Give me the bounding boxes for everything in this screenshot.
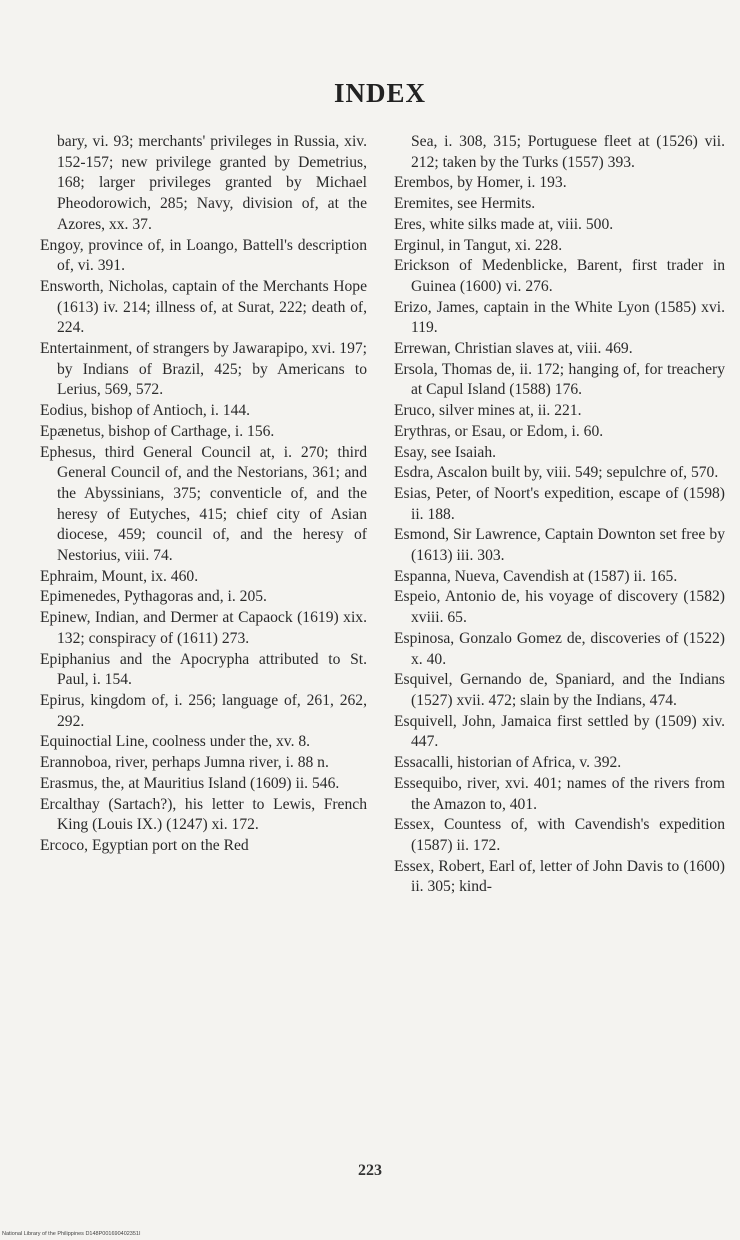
index-entry: Essacalli, historian of Africa, v. 392. bbox=[394, 754, 622, 772]
index-entry: Eremites, see Hermits. bbox=[394, 195, 536, 213]
index-entry: Epiphanius and the Apocrypha attributed to St. Paul, i. 154. bbox=[40, 650, 367, 689]
index-entry: Esay, see Isaiah. bbox=[394, 443, 497, 461]
index-entry: Epænetus, bishop of Carthage, i. 156. bbox=[40, 422, 275, 440]
page-title: INDEX bbox=[333, 78, 426, 108]
index-entry: Erasmus, the, at Mauritius Island (1609) ii. 546. bbox=[40, 774, 340, 792]
index-entry: Eres, white silks made at, viii. 500. bbox=[394, 215, 614, 233]
index-entry: Eruco, silver mines at, ii. 221. bbox=[394, 402, 582, 420]
index-entry: Ensworth, Nicholas, captain of the Merchants Hope (1613) iv. 214; illness of, at Surat, 222; death of, 224. bbox=[40, 277, 367, 337]
index-entry: Erizo, James, captain in the White Lyon (1585) xvi. 119. bbox=[394, 298, 725, 337]
page-number: 223 bbox=[358, 1162, 382, 1179]
index-entry: Sea, i. 308, 315; Portuguese fleet at (1526) vii. 212; taken by the Turks (1557) 393. bbox=[411, 133, 725, 171]
index-entry: Ercoco, Egyptian port on the Red bbox=[40, 836, 249, 854]
index-entry: Erannoboa, river, perhaps Jumna river, i. 88 n. bbox=[40, 754, 329, 772]
index-entry: Ercalthay (Sartach?), his letter to Lewis, French King (Louis IX.) (1247) xi. 172. bbox=[40, 795, 367, 834]
index-entry: Erembos, by Homer, i. 193. bbox=[394, 174, 567, 192]
index-entry: Esias, Peter, of Noort's expedition, escape of (1598) ii. 188. bbox=[394, 484, 725, 523]
library-footer-note: National Library of the Philippines D148P001690402351I bbox=[2, 1231, 141, 1237]
index-entry: Ersola, Thomas de, ii. 172; hanging of, for treachery at Capul Island (1588) 176. bbox=[394, 360, 725, 399]
index-entry: Esquivel, Gernando de, Spaniard, and the Indians (1527) xvii. 472; slain by the Indians, 474. bbox=[394, 671, 725, 709]
right-column bbox=[394, 132, 725, 898]
index-entry: Eodius, bishop of Antioch, i. 144. bbox=[40, 402, 251, 420]
index-entry: Erickson of Medenblicke, Barent, first trader in Guinea (1600) vi. 276. bbox=[394, 257, 725, 295]
left-column bbox=[40, 132, 367, 857]
index-entry: Engoy, province of, in Loango, Battell's description of, vi. 391. bbox=[40, 236, 367, 275]
index-entry: Ephesus, third General Council at, i. 270; third General Council of, and the Nestorians, 361; and the Abyssinians, 375; conventicle of, and the heresy of Eutyches, 415; chief city of Asian diocese, 459; council of, and the heresy of Nestorius, viii. 74. bbox=[40, 443, 367, 565]
index-entry: Epimenedes, Pythagoras and, i. 205. bbox=[40, 588, 267, 606]
index-entry: Esquivell, John, Jamaica first settled by (1509) xiv. 447. bbox=[394, 712, 725, 751]
index-entry: Erginul, in Tangut, xi. 228. bbox=[394, 236, 563, 254]
index-entry: Essex, Countess of, with Cavendish's expedition (1587) ii. 172. bbox=[394, 816, 725, 854]
index-entry: Epinew, Indian, and Dermer at Capaock (1619) xix. 132; conspiracy of (1611) 273. bbox=[40, 609, 367, 647]
index-entry: Espinosa, Gonzalo Gomez de, discoveries of (1522) x. 40. bbox=[394, 629, 725, 668]
index-entry: Entertainment, of strangers by Jawarapipo, xvi. 197; by Indians of Brazil, 425; by Americans to Lerius, 569, 572. bbox=[40, 340, 367, 399]
index-entry: Espanna, Nueva, Cavendish at (1587) ii. 165. bbox=[394, 567, 678, 585]
index-entry: Esmond, Sir Lawrence, Captain Downton set free by (1613) iii. 303. bbox=[394, 526, 725, 565]
index-entry: bary, vi. 93; merchants' privileges in Russia, xiv. 152-157; new privilege granted by Demetrius, 168; larger privileges granted by Michael Pheodorowich, 285; Navy, division of, at the Azores, xx. 37. bbox=[57, 133, 367, 233]
index-entry: Ephraim, Mount, ix. 460. bbox=[40, 567, 199, 585]
index-entry: Espeio, Antonio de, his voyage of discovery (1582) xviii. 65. bbox=[394, 588, 725, 627]
index-entry: Essequibo, river, xvi. 401; names of the rivers from the Amazon to, 401. bbox=[394, 774, 725, 813]
index-entry: Erythras, or Esau, or Edom, i. 60. bbox=[394, 422, 604, 440]
index-entry: Epirus, kingdom of, i. 256; language of, 261, 262, 292. bbox=[40, 691, 367, 730]
index-entry: Errewan, Christian slaves at, viii. 469. bbox=[394, 340, 633, 358]
index-entry: Equinoctial Line, coolness under the, xv. 8. bbox=[40, 733, 311, 751]
index-entry: Esdra, Ascalon built by, viii. 549; sepulchre of, 570. bbox=[394, 464, 719, 482]
index-entry: Essex, Robert, Earl of, letter of John Davis to (1600) ii. 305; kind- bbox=[394, 857, 725, 896]
